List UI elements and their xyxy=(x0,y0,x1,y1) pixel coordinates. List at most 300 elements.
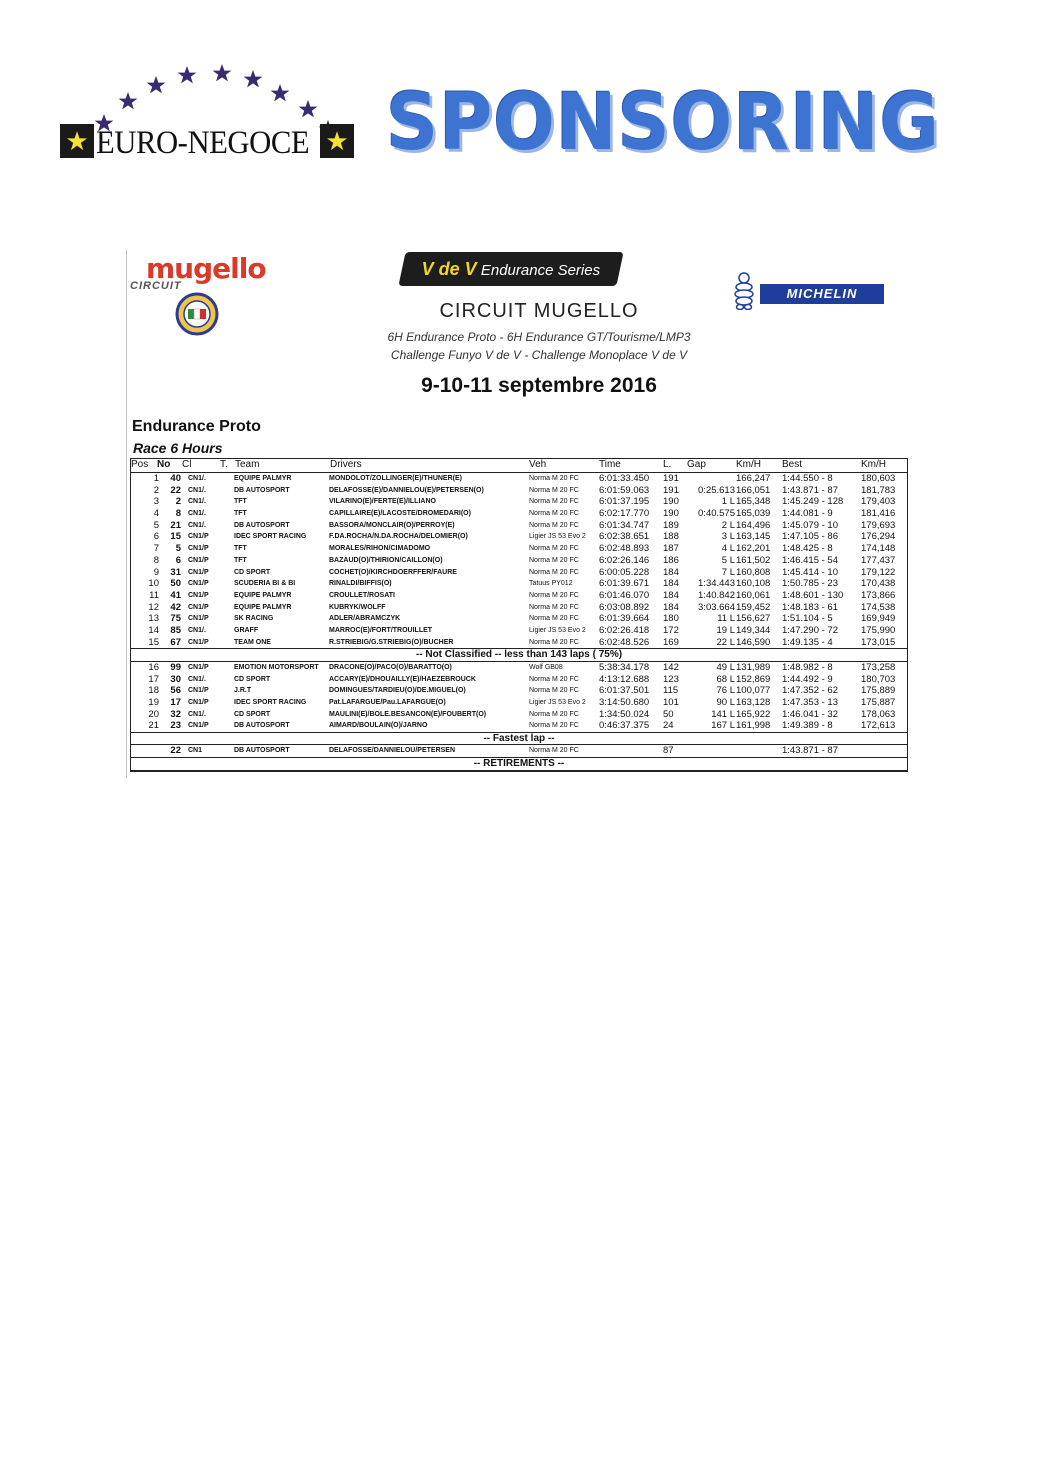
cell-class: CN1/P xyxy=(188,687,209,695)
cell-drivers: VILARINO(E)/FERTE(E)/ILLIANO xyxy=(329,498,436,506)
header-laps: L. xyxy=(663,459,672,470)
header-t: T. xyxy=(220,459,228,470)
cell-time: 6:02:26.418 xyxy=(599,624,650,636)
cell-pos: 2 xyxy=(153,484,159,496)
cell-avg-speed: 160,061 xyxy=(736,589,771,601)
cell-car-number: 6 xyxy=(175,554,181,566)
cell-drivers: AIMARD/BOULAIN(O)/JARNO xyxy=(329,722,428,730)
cell-best-lap: 1:47.105 - 86 xyxy=(782,531,838,543)
cell-avg-speed: 160,108 xyxy=(736,578,771,590)
cell-avg-speed: 166,247 xyxy=(736,473,771,484)
cell-best-lap: 1:44.492 - 9 xyxy=(782,673,833,685)
cell-laps: 187 xyxy=(663,543,679,555)
cell-best-speed: 173,015 xyxy=(861,636,896,648)
cell-vehicle: Norma M 20 FC xyxy=(529,568,579,576)
cell-time: 3:14:50.680 xyxy=(599,696,650,708)
cell-gap: 68 L xyxy=(716,673,735,685)
cell-vehicle: Norma M 20 FC xyxy=(529,747,579,755)
table-row xyxy=(131,637,907,649)
cell-best-lap: 1:49.135 - 4 xyxy=(782,636,833,648)
cell-time: 6:03:08.892 xyxy=(599,601,650,613)
cell-drivers: DRACONE(O)/PACO(O)/BARATTO(O) xyxy=(329,663,452,671)
cell-car-number: 75 xyxy=(170,613,181,625)
cell-avg-speed: 156,627 xyxy=(736,613,771,625)
cell-laps: 24 xyxy=(663,720,674,732)
header-no: No xyxy=(157,459,171,470)
cell-car-number: 56 xyxy=(170,685,181,697)
table-row xyxy=(131,485,907,497)
cell-gap: 1:40.842 xyxy=(698,589,735,601)
cell-best-speed: 176,294 xyxy=(861,531,896,543)
cell-drivers: KUBRYK/WOLFF xyxy=(329,603,386,611)
cell-best-speed: 181,783 xyxy=(861,484,896,496)
cell-drivers: DOMINGUES/TARDIEU(O)/DE.MIGUEL(O) xyxy=(329,687,466,695)
cell-best-lap: 1:47.290 - 72 xyxy=(782,624,838,636)
cell-team: TFT xyxy=(234,510,247,518)
cell-best-lap: 1:43.871 - 87 xyxy=(782,484,838,496)
cell-drivers: Pat.LAFARGUE/Pau.LAFARGUE(O) xyxy=(329,698,446,706)
cell-team: DB AUTOSPORT xyxy=(234,747,290,755)
cell-best-lap: 1:48.982 - 8 xyxy=(782,661,833,673)
header-veh: Veh xyxy=(529,459,547,470)
cell-pos: 8 xyxy=(153,554,159,566)
table-row xyxy=(131,578,907,590)
cell-car-number: 99 xyxy=(170,661,181,673)
cell-team: SCUDERIA BI & BI xyxy=(234,580,296,588)
cell-time: 6:02:48.526 xyxy=(599,636,650,648)
cell-car-number: 67 xyxy=(170,636,181,648)
cell-avg-speed: 162,201 xyxy=(736,543,771,555)
cell-drivers: DELAFOSSE(E)/DANNIELOU(E)/PETERSEN(O) xyxy=(329,486,484,494)
cell-best-lap: 1:45.414 - 10 xyxy=(782,566,838,578)
cell-vehicle: Ligier JS 53 Evo 2 xyxy=(529,626,586,634)
cell-best-speed: 173,258 xyxy=(861,661,896,673)
cell-car-number: 30 xyxy=(170,673,181,685)
cell-drivers: RINALDI/BIFFIS(O) xyxy=(329,580,392,588)
cell-pos: 10 xyxy=(148,578,159,590)
header-pos: Pos xyxy=(131,459,149,470)
cell-best-speed: 181,416 xyxy=(861,508,896,520)
cell-team: DB AUTOSPORT xyxy=(234,722,290,730)
header-time: Time xyxy=(599,459,621,470)
cell-best-speed: 178,063 xyxy=(861,708,896,720)
cell-team: TFT xyxy=(234,498,247,506)
cell-best-speed: 172,613 xyxy=(861,720,896,732)
cell-car-number: 42 xyxy=(170,601,181,613)
results-table xyxy=(130,458,908,772)
cell-laps: 50 xyxy=(663,708,674,720)
cell-pos: 5 xyxy=(153,519,159,531)
cell-class: CN1/P xyxy=(188,698,209,706)
brand-name: EURO-NEGOCE xyxy=(96,125,310,161)
table-row xyxy=(131,697,907,709)
cell-class: CN1/. xyxy=(188,498,206,506)
cell-car-number: 15 xyxy=(170,531,181,543)
cell-gap: 7 L xyxy=(721,566,735,578)
event-title: CIRCUIT MUGELLO xyxy=(439,300,639,322)
cell-drivers: BASSORA/MONCLAIR(O)/PERROY(E) xyxy=(329,521,455,529)
table-row xyxy=(131,625,907,637)
cell-pos: 12 xyxy=(148,601,159,613)
cell-avg-speed: 163,145 xyxy=(736,531,771,543)
cell-vehicle: Norma M 20 FC xyxy=(529,710,579,718)
cell-time: 0:46:37.375 xyxy=(599,720,650,732)
table-row xyxy=(131,567,907,579)
cell-class: CN1/. xyxy=(188,626,206,634)
not-classified-separator: -- Not Classified -- less than 143 laps ( 75%) xyxy=(131,648,907,662)
cell-vehicle: Norma M 20 FC xyxy=(529,722,579,730)
cell-pos: 14 xyxy=(148,624,159,636)
cell-time: 6:01:34.747 xyxy=(599,519,650,531)
cell-laps: 87 xyxy=(663,745,674,757)
vdev-mark: V de V xyxy=(421,259,477,279)
cell-laps: 184 xyxy=(663,589,679,601)
cell-time: 6:01:39.664 xyxy=(599,613,650,625)
cell-team: J.R.T xyxy=(234,687,252,695)
cell-car-number: 17 xyxy=(170,696,181,708)
cell-avg-speed: 165,039 xyxy=(736,508,771,520)
cell-gap: 141 L xyxy=(711,708,735,720)
cell-gap: 3 L xyxy=(721,531,735,543)
cell-vehicle: Ligier JS 53 Evo 2 xyxy=(529,533,586,541)
cell-best-speed: 174,538 xyxy=(861,601,896,613)
cell-class: CN1/P xyxy=(188,556,209,564)
cell-class: CN1/P xyxy=(188,722,209,730)
cell-vehicle: Norma M 20 FC xyxy=(529,675,579,683)
cell-time: 6:02:38.651 xyxy=(599,531,650,543)
cell-best-speed: 177,437 xyxy=(861,554,896,566)
cell-avg-speed: 161,998 xyxy=(736,720,771,732)
cell-gap: 90 L xyxy=(716,696,735,708)
header-best: Best xyxy=(782,459,803,470)
cell-gap: 1 L xyxy=(721,496,735,508)
cell-pos: 11 xyxy=(149,589,159,601)
cell-class: CN1/P xyxy=(188,638,209,646)
cell-best-speed: 169,949 xyxy=(861,613,896,625)
table-row xyxy=(131,508,907,520)
cell-laps: 191 xyxy=(663,484,679,496)
cell-class: CN1/. xyxy=(188,510,206,518)
cell-class: CN1/P xyxy=(188,568,209,576)
cell-gap: 4 L xyxy=(721,543,735,555)
cell-laps: 184 xyxy=(663,601,679,613)
header-kmh-best: Km/H xyxy=(861,459,886,470)
cell-gap: 0:25.613 xyxy=(698,484,735,496)
fastest-lap-rows xyxy=(131,745,907,757)
cell-pos: 16 xyxy=(148,661,159,673)
right-star-box-icon: ★ xyxy=(320,124,354,158)
vdev-endurance-series-banner xyxy=(398,252,623,286)
cell-best-lap: 1:48.601 - 130 xyxy=(782,589,844,601)
cell-team: TFT xyxy=(234,556,247,564)
cell-drivers: F.DA.ROCHA/N.DA.ROCHA/DELOMIER(O) xyxy=(329,533,468,541)
cell-laps: 191 xyxy=(663,473,679,484)
cell-best-speed: 179,403 xyxy=(861,496,896,508)
cell-vehicle: Norma M 20 FC xyxy=(529,638,579,646)
cell-best-lap: 1:48.183 - 61 xyxy=(782,601,838,613)
cell-drivers: ADLER/ABRAMCZYK xyxy=(329,615,401,623)
cell-pos: 9 xyxy=(153,566,159,578)
cell-drivers: MARROC(E)/FORT/TROUILLET xyxy=(329,626,433,634)
cell-time: 6:02:17.770 xyxy=(599,508,650,520)
cell-gap: 1:34.443 xyxy=(698,578,735,590)
cell-time: 6:01:37.501 xyxy=(599,685,650,697)
cell-laps: 186 xyxy=(663,554,679,566)
cell-car-number: 21 xyxy=(170,519,181,531)
cell-team: CD SPORT xyxy=(234,710,271,718)
cell-avg-speed: 163,128 xyxy=(736,696,771,708)
cell-vehicle: Norma M 20 FC xyxy=(529,475,579,482)
cell-gap: 3:03.664 xyxy=(698,601,735,613)
cell-best-lap: 1:43.871 - 87 xyxy=(782,745,838,757)
cell-laps: 180 xyxy=(663,613,679,625)
cell-vehicle: Norma M 20 FC xyxy=(529,687,579,695)
cell-avg-speed: 165,922 xyxy=(736,708,771,720)
cell-class: CN1/P xyxy=(188,533,209,541)
cell-gap: 11 L xyxy=(717,613,735,625)
cell-team: CD SPORT xyxy=(234,568,271,576)
cell-best-speed: 179,122 xyxy=(861,566,896,578)
cell-vehicle: Norma M 20 FC xyxy=(529,510,579,518)
table-row xyxy=(131,745,907,757)
cell-time: 6:02:26.146 xyxy=(599,554,650,566)
cell-laps: 190 xyxy=(663,496,679,508)
cell-laps: 184 xyxy=(663,566,679,578)
cell-gap: 0:40.575 xyxy=(698,508,735,520)
header-team: Team xyxy=(235,459,260,470)
cell-avg-speed: 166,051 xyxy=(736,484,771,496)
cell-best-speed: 180,603 xyxy=(861,473,896,484)
table-header xyxy=(131,459,907,473)
cell-laps: 169 xyxy=(663,636,679,648)
fastest-lap-separator: -- Fastest lap -- xyxy=(131,732,907,746)
table-row xyxy=(131,662,907,674)
cell-pos: 3 xyxy=(153,496,159,508)
series-name: Endurance Series xyxy=(480,262,601,279)
cell-best-lap: 1:45.079 - 10 xyxy=(782,519,838,531)
table-row xyxy=(131,685,907,697)
cell-pos: 13 xyxy=(148,613,159,625)
cell-time: 6:01:37.195 xyxy=(599,496,650,508)
cell-car-number: 23 xyxy=(170,720,181,732)
cell-best-speed: 175,889 xyxy=(861,685,896,697)
cell-avg-speed: 131,989 xyxy=(736,661,771,673)
cell-team: IDEC SPORT RACING xyxy=(234,533,307,541)
not-classified-rows xyxy=(131,662,907,732)
cell-team: EMOTION MOTORSPORT xyxy=(234,663,319,671)
cell-team: EQUIPE PALMYR xyxy=(234,475,292,482)
cell-vehicle: Norma M 20 FC xyxy=(529,591,579,599)
cell-drivers: COCHET(O)/KIRCHDOERFFER/FAURE xyxy=(329,568,457,576)
cell-team: SK RACING xyxy=(234,615,274,623)
cell-laps: 172 xyxy=(663,624,679,636)
cell-avg-speed: 160,808 xyxy=(736,566,771,578)
cell-team: TFT xyxy=(234,545,247,553)
cell-best-lap: 1:45.249 - 128 xyxy=(782,496,844,508)
cell-drivers: R.STRIEBIG/G.STRIEBIG(O)/BUCHER xyxy=(329,638,454,646)
cell-drivers: MORALES/RIHON/CIMADOMO xyxy=(329,545,431,553)
classified-rows xyxy=(131,473,907,648)
cell-team: IDEC SPORT RACING xyxy=(234,698,307,706)
cell-vehicle: Ligier JS 53 Evo 2 xyxy=(529,698,586,706)
cell-class: CN1/P xyxy=(188,580,209,588)
cell-time: 4:13:12.688 xyxy=(599,673,650,685)
table-row xyxy=(131,520,907,532)
cell-avg-speed: 146,590 xyxy=(736,636,771,648)
cell-vehicle: Wolf GB08 xyxy=(529,663,563,671)
table-row xyxy=(131,496,907,508)
cell-avg-speed: 159,452 xyxy=(736,601,771,613)
cell-time: 6:01:59.063 xyxy=(599,484,650,496)
cell-laps: 115 xyxy=(663,685,679,697)
left-star-box-icon: ★ xyxy=(60,124,94,158)
cell-class: CN1/P xyxy=(188,545,209,553)
cell-best-lap: 1:49.389 - 8 xyxy=(782,720,833,732)
table-row xyxy=(131,543,907,555)
cell-vehicle: Norma M 20 FC xyxy=(529,498,579,506)
cell-laps: 142 xyxy=(663,661,679,673)
cell-best-lap: 1:51.104 - 5 xyxy=(782,613,833,625)
cell-team: EQUIPE PALMYR xyxy=(234,591,292,599)
cell-vehicle: Norma M 20 FC xyxy=(529,615,579,623)
cell-car-number: 32 xyxy=(170,708,181,720)
table-row xyxy=(131,555,907,567)
cell-class: CN1/. xyxy=(188,710,206,718)
cell-time: 6:02:48.893 xyxy=(599,543,650,555)
cell-class: CN1/. xyxy=(188,486,206,494)
cell-vehicle: Norma M 20 FC xyxy=(529,486,579,494)
cell-best-lap: 1:46.041 - 32 xyxy=(782,708,838,720)
cell-drivers: CAPILLAIRE(E)/LACOSTE/DROMEDARI(O) xyxy=(329,510,471,518)
cell-best-lap: 1:44.550 - 8 xyxy=(782,473,833,484)
cell-pos: 20 xyxy=(148,708,159,720)
cell-gap: 5 L xyxy=(721,554,735,566)
cell-pos: 7 xyxy=(153,543,159,555)
cell-best-lap: 1:47.352 - 62 xyxy=(782,685,838,697)
cell-best-lap: 1:44.081 - 9 xyxy=(782,508,833,520)
cell-car-number: 22 xyxy=(170,484,181,496)
table-row xyxy=(131,674,907,686)
cell-drivers: MONDOLOT/ZOLLINGER(E)/THUNER(E) xyxy=(329,475,462,482)
cell-team: DB AUTOSPORT xyxy=(234,486,290,494)
cell-best-speed: 180,703 xyxy=(861,673,896,685)
cell-pos: 4 xyxy=(153,508,159,520)
event-subtitle-2: Challenge Funyo V de V - Challenge Monoplace V de V xyxy=(390,348,688,362)
cell-best-speed: 170,438 xyxy=(861,578,896,590)
cell-laps: 189 xyxy=(663,519,679,531)
cell-car-number: 50 xyxy=(170,578,181,590)
cell-car-number: 31 xyxy=(170,566,181,578)
cell-time: 6:01:33.450 xyxy=(599,473,650,484)
cell-car-number: 40 xyxy=(170,473,181,484)
cell-best-lap: 1:46.415 - 54 xyxy=(782,554,838,566)
cell-time: 1:34:50.024 xyxy=(599,708,650,720)
cell-best-speed: 173,866 xyxy=(861,589,896,601)
cell-pos: 15 xyxy=(148,636,159,648)
cell-avg-speed: 152,869 xyxy=(736,673,771,685)
header-gap: Gap xyxy=(687,459,706,470)
cell-pos: 18 xyxy=(148,685,159,697)
cell-gap: 2 L xyxy=(721,519,735,531)
cell-class: CN1/P xyxy=(188,603,209,611)
cell-vehicle: Norma M 20 FC xyxy=(529,521,579,529)
cell-gap: 49 L xyxy=(716,661,735,673)
cell-team: CD SPORT xyxy=(234,675,271,683)
cell-gap: 19 L xyxy=(716,624,735,636)
cell-avg-speed: 161,502 xyxy=(736,554,771,566)
cell-car-number: 8 xyxy=(175,508,181,520)
table-row xyxy=(131,709,907,721)
euro-negoce-logo xyxy=(58,60,358,172)
table-row xyxy=(131,613,907,625)
cell-team: DB AUTOSPORT xyxy=(234,521,290,529)
cell-drivers: DELAFOSSE/DANNIELOU/PETERSEN xyxy=(329,747,456,755)
header-cl: Cl xyxy=(182,459,192,470)
cell-drivers: CROULLET/ROSATI xyxy=(329,591,395,599)
cell-drivers: ACCARY(E)/DHOUAILLY(E)/HAEZEBROUCK xyxy=(329,675,476,683)
cell-vehicle: Norma M 20 FC xyxy=(529,556,579,564)
table-row xyxy=(131,473,907,485)
table-row xyxy=(131,602,907,614)
cell-team: TEAM ONE xyxy=(234,638,271,646)
race-title: Race 6 Hours xyxy=(133,440,223,456)
mugello-logo-sub: CIRCUIT xyxy=(130,280,182,292)
category-title: Endurance Proto xyxy=(132,418,261,435)
header-kmh: Km/H xyxy=(736,459,761,470)
cell-car-number: 22 xyxy=(170,745,181,757)
cell-laps: 101 xyxy=(663,696,679,708)
cell-laps: 184 xyxy=(663,578,679,590)
sponsoring-heading: SPONSORING xyxy=(386,78,941,168)
cell-pos: 6 xyxy=(153,531,159,543)
cell-time: 6:01:46.070 xyxy=(599,589,650,601)
cell-drivers: BAZAUD(O)/THIRION/CAILLON(O) xyxy=(329,556,443,564)
cell-best-speed: 174,148 xyxy=(861,543,896,555)
mugello-logo: mugello xyxy=(146,252,266,285)
cell-pos: 21 xyxy=(148,720,159,732)
cell-vehicle: Norma M 20 FC xyxy=(529,545,579,553)
cell-gap: 22 L xyxy=(716,636,735,648)
cell-class: CN1/. xyxy=(188,521,206,529)
cell-best-speed: 175,990 xyxy=(861,624,896,636)
cell-gap: 76 L xyxy=(716,685,735,697)
cell-avg-speed: 100,077 xyxy=(736,685,771,697)
cell-gap: 167 L xyxy=(711,720,735,732)
cell-best-speed: 179,693 xyxy=(861,519,896,531)
cell-class: CN1/. xyxy=(188,675,206,683)
results-sheet xyxy=(126,250,908,778)
cell-best-lap: 1:50.785 - 23 xyxy=(782,578,838,590)
cell-class: CN1/P xyxy=(188,615,209,623)
cell-drivers: MAULINI(E)/BOLE.BESANCON(E)/FOUBERT(O) xyxy=(329,710,487,718)
cell-team: EQUIPE PALMYR xyxy=(234,603,292,611)
table-row xyxy=(131,590,907,602)
table-row xyxy=(131,531,907,543)
cell-vehicle: Norma M 20 FC xyxy=(529,603,579,611)
cell-vehicle: Tatuus PY012 xyxy=(529,580,573,588)
cell-team: GRAFF xyxy=(234,626,259,634)
cell-class: CN1/. xyxy=(188,475,206,482)
event-date: 9-10-11 septembre 2016 xyxy=(421,374,657,397)
event-subtitle-1: 6H Endurance Proto - 6H Endurance GT/Tourisme/LMP3 xyxy=(387,330,691,344)
cell-best-lap: 1:48.425 - 8 xyxy=(782,543,833,555)
cell-car-number: 2 xyxy=(175,496,181,508)
header-drivers: Drivers xyxy=(330,459,362,470)
cell-car-number: 5 xyxy=(175,543,181,555)
cell-laps: 123 xyxy=(663,673,679,685)
cell-laps: 188 xyxy=(663,531,679,543)
table-row xyxy=(131,720,907,732)
